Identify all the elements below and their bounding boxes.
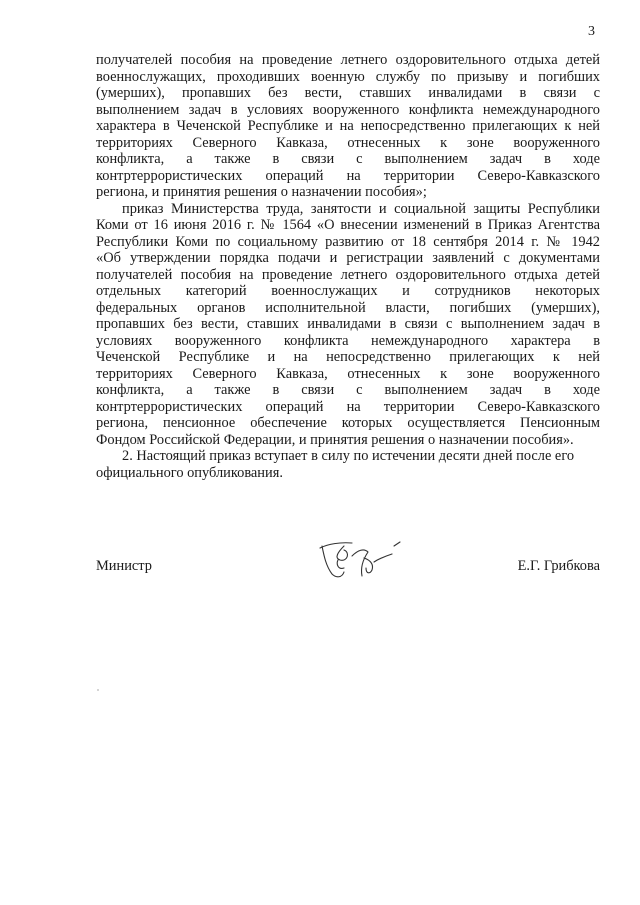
text-line: Чеченской Республике и на непосредственно прилегающих к ней [96,349,600,365]
paragraph-2 [96,201,600,449]
scan-artifact [97,689,99,691]
text-line: федеральных органов исполнительной власти, погибших (умерших), [96,299,600,316]
text-line: условиях вооруженного конфликта немеждународного характера в [96,332,600,349]
text-line: конфликта, а также в связи с выполнением задач в ходе [96,382,600,398]
text-line: отдельных категорий военнослужащих и сотрудников некоторых [96,283,600,299]
text-line: «Об утверждении порядка подачи и регистрации заявлений с документами [96,250,600,266]
text-line: официального опубликования. [96,464,283,481]
text-line: контртеррористических операций на территории Северо-Кавказского [96,398,600,415]
text-line: региона, и принятия решения о назначении пособия»; [96,184,427,200]
text-line: военнослужащих, проходивших военную службу по призыву и погибших [96,68,600,85]
text-line: Коми от 16 июня 2016 г. № 1564 «О внесении изменений в Приказ Агентства [96,217,600,233]
text-line: территориях Северного Кавказа, отнесенных к зоне вооруженного [96,365,600,382]
document-body [96,52,600,481]
paragraph-3 [96,448,600,481]
text-line: территориях Северного Кавказа, отнесенных к зоне вооруженного [96,134,600,151]
text-line: контртеррористических операций на территории Северо-Кавказского [96,167,600,184]
text-line: Республики Коми по социальному развитию от 18 сентября 2014 г. № 1942 [96,233,600,250]
text-line: получателей пособия на проведение летнего оздоровительного отдыха детей [96,266,600,283]
text-line: 2. Настоящий приказ вступает в силу по истечении десяти дней после его [122,448,575,464]
text-line: приказ Министерства труда, занятости и социальной защиты Республики [122,200,600,217]
text-line: выполнением задач в условиях вооруженного конфликта немеждународного [96,101,600,118]
text-line: (умерших), пропавших без вести, ставших инвалидами в связи с [96,85,600,101]
signatory-name: Е.Г. Грибкова [517,558,600,574]
text-line: Фондом Российской Федерации, и принятия решения о назначении пособия». [96,431,574,448]
text-line: конфликта, а также в связи с выполнением задач в ходе [96,151,600,167]
handwritten-signature [314,538,406,586]
text-line: получателей пособия на проведение летнего оздоровительного отдыха детей [96,52,600,68]
page-number: 3 [588,24,595,39]
text-line: региона, пенсионное обеспечение которых осуществляется Пенсионным [96,415,600,431]
signature-block [96,556,600,586]
signatory-title: Министр [96,558,152,574]
paragraph-1 [96,52,600,201]
text-line: характера в Чеченской Республике и на непосредственно прилегающих к ней [96,118,600,134]
text-line: пропавших без вести, ставших инвалидами в связи с выполнением задач в [96,316,600,332]
